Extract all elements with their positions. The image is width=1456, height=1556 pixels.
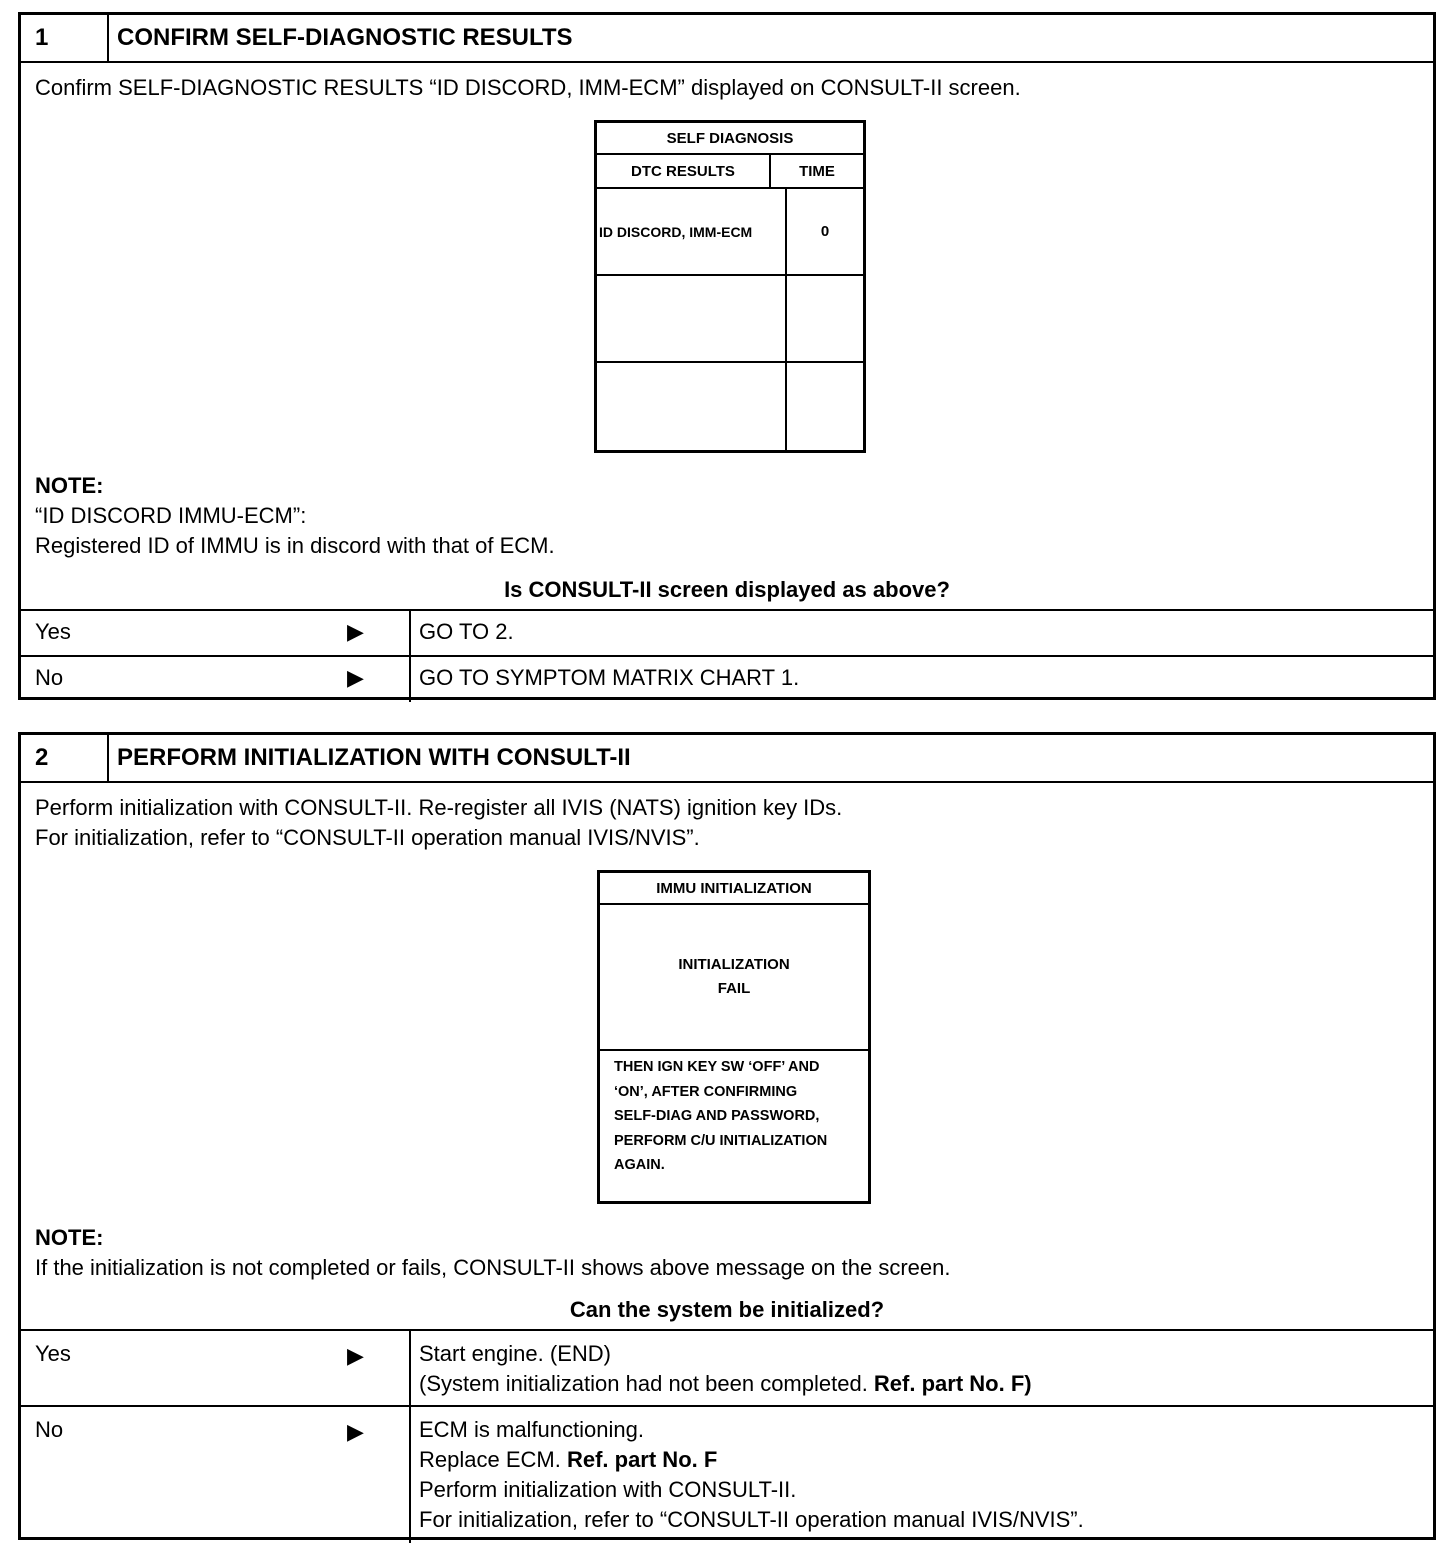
- answer-action: GO TO 2.: [419, 619, 514, 644]
- note-line: Registered ID of IMMU is in discord with that of ECM.: [35, 533, 555, 558]
- instruction-text: Perform initialization with CONSULT-II. Re-register all IVIS (NATS) ignition key IDs.: [35, 795, 843, 820]
- action-line: ECM is malfunctioning.: [419, 1417, 644, 1442]
- instruction-text: For initialization, refer to “CONSULT-II operation manual IVIS/NVIS”.: [35, 825, 700, 850]
- arrow-right-icon: ▶: [347, 619, 364, 644]
- step-number: 1: [21, 15, 109, 61]
- answer-label: No: [35, 665, 64, 690]
- dtc-result-cell: ID DISCORD, IMM-ECM: [597, 189, 787, 276]
- note-block: [35, 1223, 950, 1283]
- arrow-right-icon: ▶: [347, 1343, 364, 1368]
- step-title: CONFIRM SELF-DIAGNOSTIC RESULTS: [117, 24, 573, 51]
- answer-row-no: [21, 1405, 1433, 1543]
- action-text: (System initialization had not been completed.: [419, 1371, 874, 1396]
- step-2-header: [21, 735, 1433, 783]
- answer-label-cell: [21, 1407, 411, 1543]
- note-line: “ID DISCORD IMMU-ECM”:: [35, 503, 307, 528]
- answer-action: [411, 1331, 1433, 1405]
- status-area: [600, 905, 868, 1051]
- action-line: For initialization, refer to “CONSULT-II operation manual IVIS/NVIS”.: [419, 1507, 1084, 1532]
- answer-label-cell: [21, 1331, 411, 1405]
- note-line: If the initialization is not completed or fails, CONSULT-II shows above message on the screen.: [35, 1255, 951, 1280]
- answer-row-yes: [21, 609, 1433, 655]
- step-2-body: [21, 783, 1433, 1329]
- step-1-header: [21, 15, 1433, 63]
- instruction-block: [35, 793, 842, 853]
- action-text: Replace ECM.: [419, 1447, 567, 1472]
- ref-part-text: Ref. part No. F: [566, 1447, 718, 1472]
- action-line: [419, 1369, 1433, 1399]
- answer-row-yes: [21, 1329, 1433, 1405]
- screen-title: IMMU INITIALIZATION: [600, 873, 868, 905]
- step-title: PERFORM INITIALIZATION WITH CONSULT-II: [117, 744, 631, 771]
- answer-row-no: [21, 655, 1433, 702]
- note-block: [35, 471, 555, 561]
- status-line: FAIL: [717, 980, 751, 997]
- answer-label: No: [35, 1417, 64, 1442]
- message-line: ‘ON’, AFTER CONFIRMING: [614, 1083, 798, 1100]
- arrow-right-icon: ▶: [347, 1419, 364, 1444]
- question-text: Can the system be initialized?: [569, 1297, 885, 1322]
- ref-part-text: Ref. part No. F): [873, 1371, 1032, 1396]
- answer-action: GO TO SYMPTOM MATRIX CHART 1.: [419, 665, 800, 690]
- immu-initialization-screen: [597, 870, 871, 1204]
- message-line: PERFORM C/U INITIALIZATION: [614, 1132, 828, 1149]
- step-number: 2: [21, 735, 109, 781]
- empty-time-cell: [787, 276, 863, 363]
- answer-action: [411, 1407, 1433, 1543]
- note-label: NOTE:: [35, 1225, 104, 1250]
- col-header-dtc: DTC RESULTS: [597, 155, 771, 189]
- step-1-body: [21, 63, 1433, 609]
- action-line: [419, 1445, 1433, 1475]
- answer-label-cell: [21, 611, 411, 655]
- step-2-panel: [18, 732, 1436, 1540]
- self-diagnosis-screen: [594, 120, 866, 453]
- time-cell: 0: [787, 189, 863, 276]
- col-header-time: TIME: [771, 155, 863, 189]
- empty-time-cell: [787, 363, 863, 450]
- arrow-right-icon: ▶: [347, 665, 364, 690]
- step-1-panel: [18, 12, 1436, 700]
- message-line: AGAIN.: [614, 1157, 665, 1173]
- question-text: Is CONSULT-II screen displayed as above?: [504, 577, 950, 602]
- screen-title: SELF DIAGNOSIS: [597, 123, 863, 155]
- empty-dtc-cell: [597, 363, 787, 450]
- instruction-text: Confirm SELF-DIAGNOSTIC RESULTS “ID DISCORD, IMM-ECM” displayed on CONSULT-II screen.: [35, 75, 1021, 100]
- status-line: INITIALIZATION: [678, 956, 790, 973]
- action-line: Start engine. (END): [419, 1341, 611, 1366]
- empty-dtc-cell: [597, 276, 787, 363]
- action-line: Perform initialization with CONSULT-II.: [419, 1477, 797, 1502]
- message-line: THEN IGN KEY SW ‘OFF’ AND: [614, 1059, 820, 1075]
- note-label: NOTE:: [35, 473, 104, 498]
- answer-label: Yes: [35, 1341, 71, 1366]
- answer-label-cell: [21, 657, 411, 702]
- message-area: [614, 1055, 827, 1178]
- answer-label: Yes: [35, 619, 71, 644]
- message-line: SELF-DIAG AND PASSWORD,: [614, 1108, 820, 1124]
